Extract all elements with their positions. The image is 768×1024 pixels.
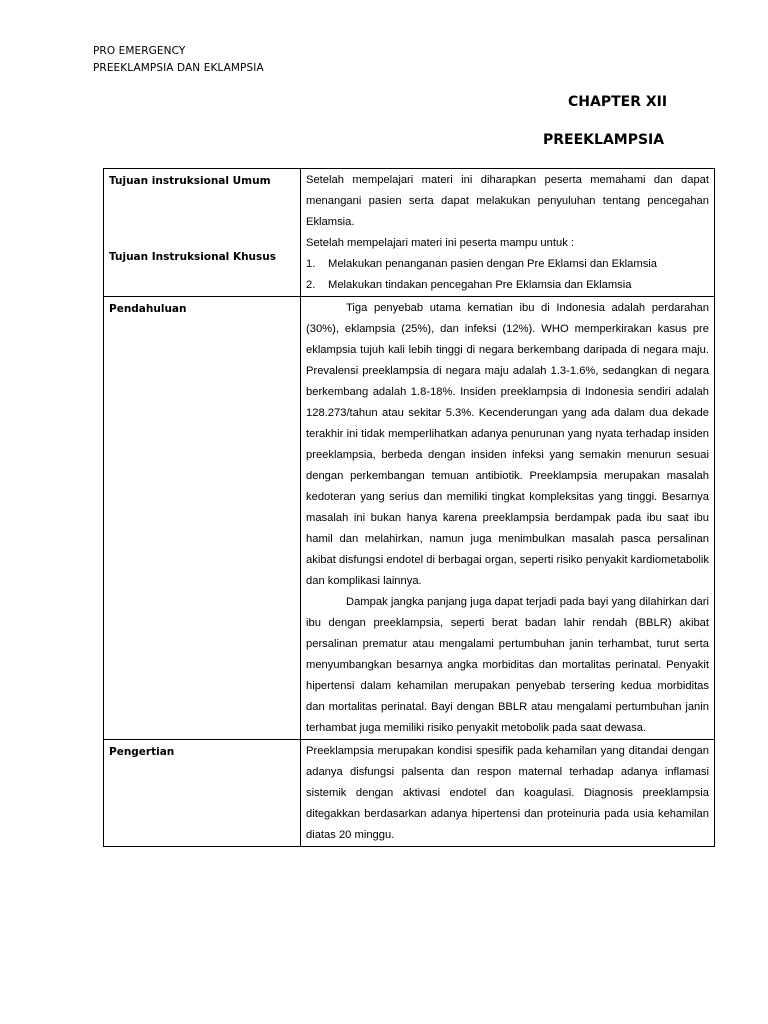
label-tujuan-umum: Tujuan instruksional Umum xyxy=(109,175,271,187)
table-row-pengertian xyxy=(104,740,715,847)
table-row-pendahuluan xyxy=(104,297,715,740)
pendahuluan-paragraph-2: Dampak jangka panjang juga dapat terjadi pada bayi yang dilahirkan dari ibu dengan preeklampsia, seperti berat badan lahir rendah (BBLR) akibat persalinan prematur atau mengalami pertumbuhan janin terhambat, turut serta menyumbangkan besarnya angka morbiditas dan mortalitas perinatal. Penyakit hipertensi dalam kehamilan merupakan penyebab tersering kedua morbiditas dan mortalitas perinatal. Bayi dengan BBLR atau mengalami pertumbuhan janin terhambat juga memiliki risiko penyakit metobolik pada saat dewasa. xyxy=(306,596,709,734)
row-content-cell xyxy=(301,297,715,740)
row-content-cell xyxy=(301,740,715,847)
row-content-cell xyxy=(301,169,715,297)
row-label-cell xyxy=(104,169,301,297)
label-pendahuluan: Pendahuluan xyxy=(104,297,301,740)
header-line-1: PRO EMERGENCY xyxy=(93,45,186,57)
running-header xyxy=(93,43,264,77)
pengertian-text: Preeklampsia merupakan kondisi spesifik pada kehamilan yang ditandai dengan adanya disfungsi palsenta dan respon maternal terhadap adanya inflamasi sistemik dengan aktivasi endotel dan koagulasi. Diagnosis preeklampsia ditegakkan berdasarkan adanya hipertensi dan proteinuria pada usia kehamilan diatas 20 minggu. xyxy=(306,745,709,841)
list-item-number: 1. xyxy=(306,258,316,270)
list-item-text: Melakukan tindakan pencegahan Pre Eklamsia dan Eklamsia xyxy=(328,279,632,291)
tujuan-khusus-intro: Setelah mempelajari materi ini peserta mampu untuk : xyxy=(306,237,575,249)
list-item xyxy=(306,254,709,275)
section-title: PREEKLAMPSIA xyxy=(543,132,665,148)
label-tujuan-khusus: Tujuan Instruksional Khusus xyxy=(109,251,277,263)
chapter-heading: CHAPTER XII xyxy=(568,94,668,110)
header-line-2: PREEKLAMPSIA DAN EKLAMPSIA xyxy=(93,62,264,74)
content-table xyxy=(103,168,715,847)
objectives-list xyxy=(306,254,709,296)
tujuan-umum-text: Setelah mempelajari materi ini diharapkan peserta memahami dan dapat menangani pasien serta dapat melakukan penyuluhan tentang pencegahan Eklamsia. xyxy=(306,174,709,228)
table-row-tujuan xyxy=(104,169,715,297)
label-pengertian: Pengertian xyxy=(104,740,301,847)
list-item-number: 2. xyxy=(306,279,316,291)
list-item xyxy=(306,275,709,296)
list-item-text: Melakukan penanganan pasien dengan Pre Eklamsi dan Eklamsia xyxy=(328,258,657,270)
pendahuluan-paragraph-1: Tiga penyebab utama kematian ibu di Indonesia adalah perdarahan (30%), eklampsia (25%), dan infeksi (12%). WHO memperkirakan kasus pre eklampsia tujuh kali lebih tinggi di negara berkembang daripada di negara maju. Prevalensi preeklampsia di negara maju adalah 1.3-1.6%, sedangkan di negara berkembang adalah 1.8-18%. Insiden preeklampsia di Indonesia sendiri adalah 128.273/tahun atau sekitar 5.3%. Kecenderungan yang ada dalam dua dekade terakhir ini tidak memperlihatkan adanya penurunan yang nyata terhadap insiden preeklampsia, berbeda dengan insiden infeksi yang semakin menurun sesuai dengan perkembangan temuan antibiotik. Preeklampsia merupakan masalah kedoteran yang serius dan memiliki tingkat kompleksitas yang tinggi. Besarnya masalah ini bukan hanya karena preeklampsia berdampak pada ibu saat ibu hamil dan melahirkan, namun juga menimbulkan masalah pasca persalinan akibat disfungsi endotel di berbagai organ, seperti risiko penyakit kardiometabolik dan komplikasi lainnya. xyxy=(306,302,709,587)
